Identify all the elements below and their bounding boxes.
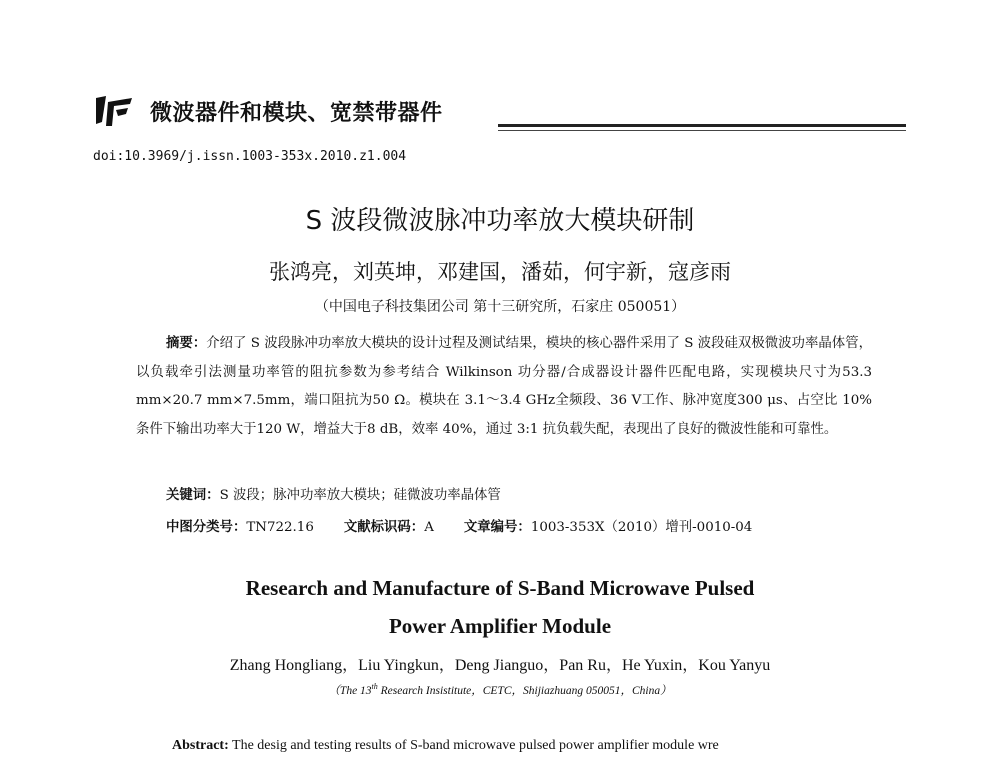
section-title: 微波器件和模块、宽禁带器件 [150,101,443,126]
abstract-en-label: Abstract: [172,738,229,753]
abstract-en [172,738,719,754]
doi: doi:10.3969/j.issn.1003-353x.2010.z1.004 [93,149,407,164]
affiliation-en-sup: th [371,682,378,692]
keywords-label: 关键词： [166,488,220,503]
classification-line [166,516,752,535]
keywords-text: S 波段；脉冲功率放大模块；硅微波功率晶体管 [219,488,501,503]
paper-title-en-line1: Research and Manufacture of S-Band Microwave Pulsed [245,576,755,600]
clc-value: TN722.16 [246,520,314,535]
affiliation-en-rest: Research Insistitute，CETC，Shijiazhuang 050051，China） [377,685,672,697]
paper-title-cn: S 波段微波脉冲功率放大模块研制 [305,206,695,236]
abstract-cn-label: 摘要： [166,336,207,351]
doc-code-value: A [424,520,434,535]
journal-logo-icon [92,92,138,128]
paper-title-en-line2: Power Amplifier Module [388,614,612,638]
abstract-en-text: The desig and testing results of S-band microwave pulsed power amplifier module wre [232,738,719,753]
article-no-value: 1003-353X（2010）增刊-0010-04 [530,520,753,535]
clc-label: 中图分类号： [166,520,247,535]
article-no-label: 文章编号： [463,520,531,535]
affiliation-en [0,682,1000,698]
authors-cn: 张鸿亮，刘英坤，邓建国，潘茹，何宇新，寇彦雨 [269,260,731,284]
header-rule-thin [498,130,906,131]
header-rule [498,124,906,127]
affiliation-cn: （中国电子科技集团公司 第十三研究所，石家庄 050051） [314,299,686,315]
keywords-cn [166,484,501,503]
authors-en: Zhang Hongliang，Liu Yingkun，Deng Jianguo，Pan Ru，He Yuxin，Kou Yanyu [229,657,771,674]
abstract-cn-text: 介绍了 S 波段脉冲功率放大模块的设计过程及测试结果，模块的核心器件采用了 S 波段硅双极微波功率晶体管，以负载牵引法测量功率管的阻抗参数为参考结合 Wilkinson 功分器/合成器设计器件匹配电路，实现模块尺寸为53.3 mm×20.7 mm×7.5mm，端口阻抗为50 Ω。模块在 3.1～3.4 GHz全频段、36 V工作、脉冲宽度300 μs、占空比 10%条件下输出功率大于120 W，增益大于8 dB，效率 40%，通过 3:1 抗负载失配，表现出了良好的微波性能和可靠性。 [136,336,872,437]
abstract-cn [136,330,872,444]
affiliation-en-prefix: （The 13 [328,685,372,697]
doc-code-label: 文献标识码： [343,520,425,535]
